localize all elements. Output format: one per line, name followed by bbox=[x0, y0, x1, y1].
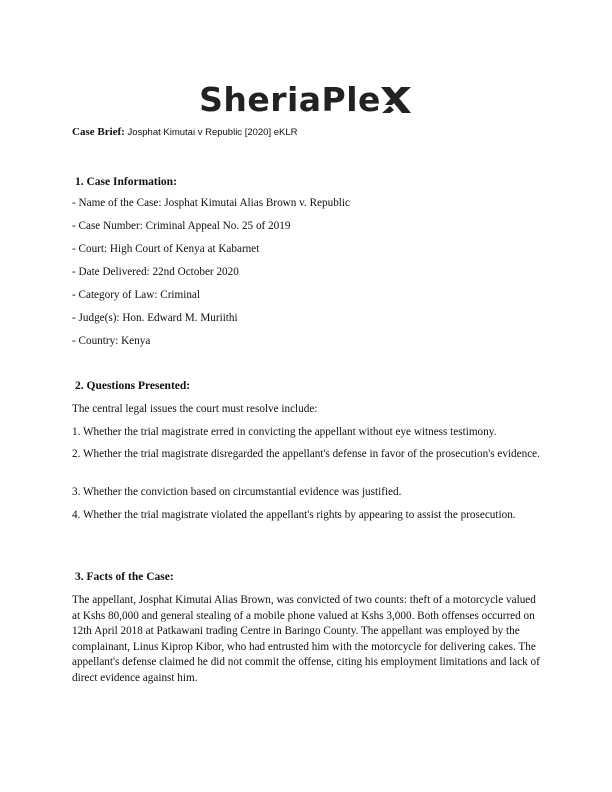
case-info-number: - Case Number: Criminal Appeal No. 25 of 2019 bbox=[72, 220, 291, 232]
case-brief-title bbox=[72, 126, 298, 138]
case-brief-value: Josphat Kimutai v Republic [2020] eKLR bbox=[127, 127, 298, 138]
logo-text: SheriaPle bbox=[199, 80, 381, 119]
case-info-category: - Category of Law: Criminal bbox=[72, 289, 201, 301]
question-item: 4. Whether the trial magistrate violated the appellant's rights by appearing to assist the prosecution. bbox=[72, 509, 516, 521]
x-logo-mark-icon bbox=[379, 83, 413, 117]
question-item: 3. Whether the conviction based on circumstantial evidence was justified. bbox=[72, 486, 402, 498]
section-heading-case-information: 1. Case Information: bbox=[75, 176, 177, 188]
case-info-judges: - Judge(s): Hon. Edward M. Muriithi bbox=[72, 312, 238, 324]
sheriaplex-logo bbox=[0, 80, 612, 120]
case-info-date: - Date Delivered: 22nd October 2020 bbox=[72, 266, 239, 278]
case-brief-label: Case Brief: bbox=[72, 126, 125, 138]
section-heading-facts: 3. Facts of the Case: bbox=[75, 571, 174, 583]
facts-body: The appellant, Josphat Kimutai Alias Brown, was convicted of two counts: theft of a motorcycle valued at Kshs 80,000 and general stealing of a mobile phone valued at Kshs 3,000. Both offenses occurred on 12th April 2018 at Patkawani trading Centre in Baringo County. The appellant was employed by the complainant, Linus Kiprop Kibor, who had entrusted him with the motorcycle for delivering cakes. The appellant's defense claimed he did not commit the offense, citing his employment limitations and lack of direct evidence against him. bbox=[72, 594, 540, 684]
question-item: 2. Whether the trial magistrate disregarded the appellant's defense in favor of the prosecution's evidence. bbox=[72, 448, 540, 460]
case-info-court: - Court: High Court of Kenya at Kabarnet bbox=[72, 243, 260, 255]
case-info-country: - Country: Kenya bbox=[72, 335, 151, 347]
questions-intro: The central legal issues the court must resolve include: bbox=[72, 403, 318, 415]
case-info-name: - Name of the Case: Josphat Kimutai Alias Brown v. Republic bbox=[72, 197, 350, 209]
section-heading-questions-presented: 2. Questions Presented: bbox=[75, 380, 191, 392]
question-item: 1. Whether the trial magistrate erred in convicting the appellant without eye witness testimony. bbox=[72, 426, 497, 438]
